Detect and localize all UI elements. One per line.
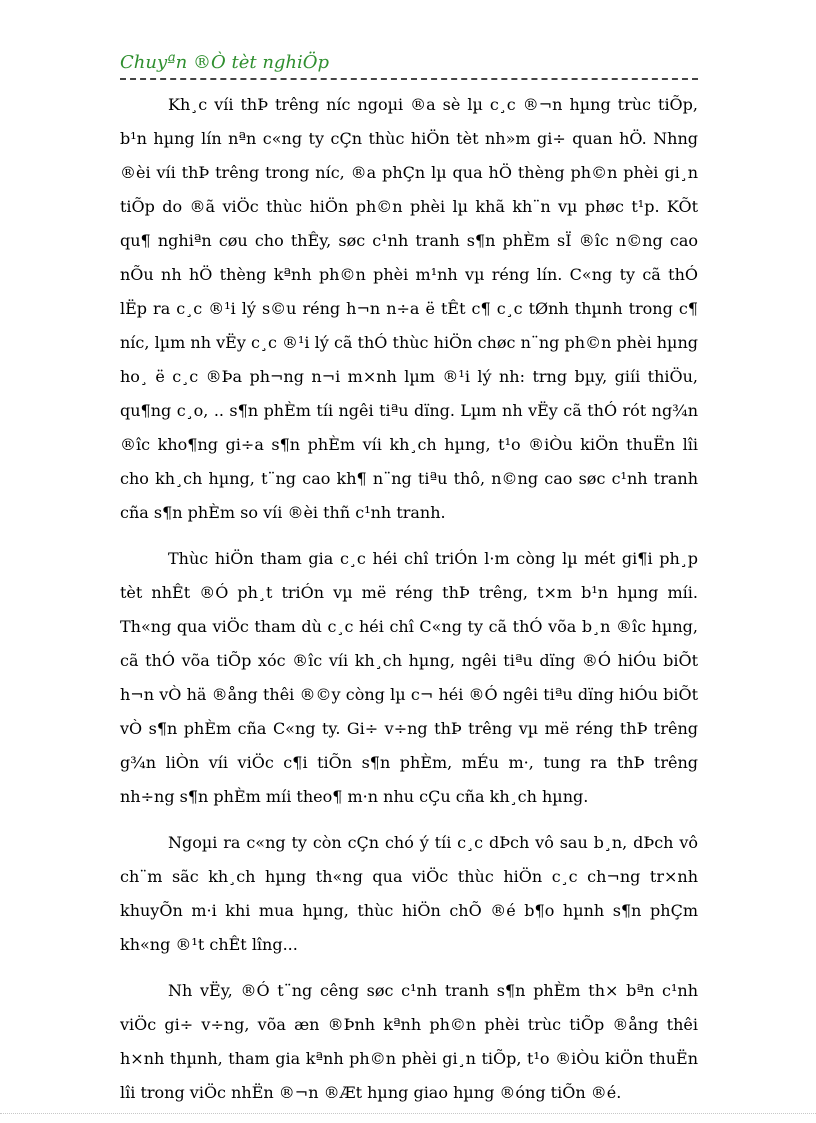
document-body: [120, 88, 698, 1122]
paragraph-3: Ngoµi ra c«ng ty còn cÇn chó ý tíi c¸c dÞch vô sau b¸n, dÞch vô ch¨m sãc kh¸ch hµng th«ng qua viÖc thùc hiÖn c¸c ch¬ng tr×nh khuyÕn m·i khi mua hµng, thùc hiÖn chÕ ®é b¶o hµnh s¶n phÇm kh«ng ®¹t chÊt lîng...: [120, 833, 698, 954]
header-title: Chuyªn ®Ò tèt nghiÖp: [120, 52, 330, 73]
page-bottom-divider: [0, 1113, 816, 1114]
page-header: [120, 52, 698, 80]
paragraph-2: Thùc hiÖn tham gia c¸c héi chî triÓn l·m còng lµ mét gi¶i ph¸p tèt nhÊt ®Ó ph¸t triÓn vµ më réng thÞ trêng, t×m b¹n hµng míi. Th«ng qua viÖc tham dù c¸c héi chî C«ng ty cã thÓ võa b¸n ®îc hµng, cã thÓ võa tiÕp xóc ®îc víi kh¸ch hµng, ngêi tiªu dïng ®Ó hiÓu biÕt h¬n vÒ hä ®ång thêi ®©y còng lµ c¬ héi ®Ó ngêi tiªu dïng hiÓu biÕt vÒ s¶n phÈm cña C«ng ty. Gi÷ v÷ng thÞ trêng vµ më réng thÞ trêng g¾n liÒn víi viÖc c¶i tiÕn s¶n phÈm, mÉu m·, tung ra thÞ trêng nh÷ng s¶n phÈm míi theo¶ m·n nhu cÇu cña kh¸ch hµng.: [120, 549, 698, 806]
paragraph-1: Kh¸c víi thÞ trêng níc ngoµi ®a sè lµ c¸c ®¬n hµng trùc tiÕp, b¹n hµng lín nªn c«ng ty cÇn thùc hiÖn tèt nh»m gi÷ quan hÖ. Nhng ®èi víi thÞ trêng trong níc, ®a phÇn lµ qua hÖ thèng ph©n phèi gi¸n tiÕp do ®ã viÖc thùc hiÖn ph©n phèi lµ khã kh¨n vµ phøc t¹p. KÕt qu¶ nghiªn cøu cho thÊy, søc c¹nh tranh s¶n phÈm sÏ ®îc n©ng cao nÕu nh hÖ thèng kªnh ph©n phèi m¹nh vµ réng lín. C«ng ty cã thÓ lËp ra c¸c ®¹i lý s©u réng h¬n n÷a ë tÊt c¶ c¸c tØnh thµnh trong c¶ níc, lµm nh vËy c¸c ®¹i lý cã thÓ thùc hiÖn chøc n¨ng ph©n phèi hµng ho¸ ë c¸c ®Þa ph¬ng n¬i m×nh lµm ®¹i lý nh: trng bµy, giíi thiÖu, qu¶ng c¸o, .. s¶n phÈm tíi ngêi tiªu dïng. Lµm nh vËy cã thÓ rót ng¾n ®îc kho¶ng gi÷a s¶n phÈm víi kh¸ch hµng, t¹o ®iÒu kiÖn thuËn lîi cho kh¸ch hµng, t¨ng cao kh¶ n¨ng tiªu thô, n©ng cao søc c¹nh tranh cña s¶n phÈm so víi ®èi thñ c¹nh tranh.: [120, 95, 698, 522]
paragraph-4: Nh vËy, ®Ó t¨ng cêng søc c¹nh tranh s¶n phÈm th× bªn c¹nh viÖc gi÷ v÷ng, võa æn ®Þnh kªnh ph©n phèi trùc tiÕp ®ång thêi h×nh thµnh, tham gia kªnh ph©n phèi gi¸n tiÕp, t¹o ®iÒu kiÖn thuËn lîi trong viÖc nhËn ®¬n ®Æt hµng giao hµng ®óng tiÕn ®é.: [120, 981, 698, 1102]
